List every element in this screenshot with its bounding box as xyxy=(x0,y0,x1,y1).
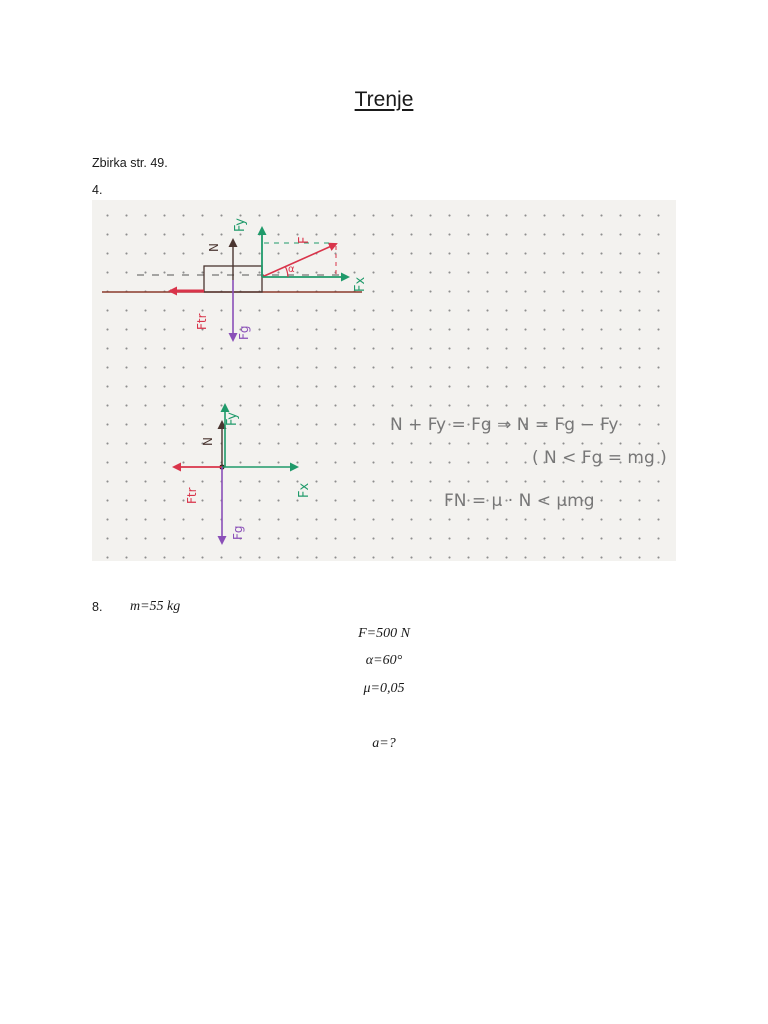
label-ftr-upper: Ftr xyxy=(195,313,209,330)
label-fy-lower: Fy xyxy=(225,412,240,426)
page-title: Trenje xyxy=(354,88,414,111)
label-f-upper: F xyxy=(297,236,312,244)
handwritten-equation-3: FN = μ · N < μmg xyxy=(444,491,595,511)
unknown-acceleration: a=? xyxy=(372,736,396,751)
given-mass: m=55 kg xyxy=(130,599,181,614)
force-diagram-sketch xyxy=(92,200,676,561)
handwritten-equation-1: N + Fy = Fg ⇒ N = Fg − Fy xyxy=(390,415,619,435)
problem-4-number: 4. xyxy=(92,183,103,197)
textbook-reference: Zbirka str. 49. xyxy=(92,156,168,170)
label-fy-upper: Fy xyxy=(233,218,248,232)
handwritten-equation-2: ( N < Fg = mg ) xyxy=(532,448,667,468)
applied-force-vector xyxy=(262,244,336,277)
label-alpha: α xyxy=(288,264,295,275)
force-diagram-drawing xyxy=(92,200,676,561)
label-fg-lower: Fg xyxy=(231,525,245,540)
label-fg-upper: Fg xyxy=(237,325,251,340)
label-n-upper: N xyxy=(207,243,221,252)
given-friction-coefficient: μ=0,05 xyxy=(363,681,405,696)
problem-8-number: 8. xyxy=(92,600,103,614)
label-n-lower: N xyxy=(201,437,215,446)
given-force: F=500 N xyxy=(358,626,410,641)
label-fx-upper: Fx xyxy=(353,276,368,292)
given-angle: α=60° xyxy=(365,653,403,668)
label-ftr-lower: Ftr xyxy=(185,487,199,504)
label-fx-lower: Fx xyxy=(297,482,312,498)
